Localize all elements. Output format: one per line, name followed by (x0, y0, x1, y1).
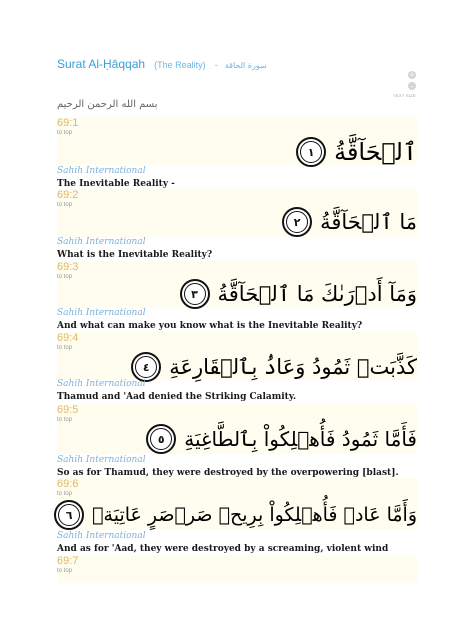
arabic-verse (131, 352, 417, 382)
increase-text-size-button[interactable] (408, 71, 416, 79)
verse-translation: And as for 'Aad, they were destroyed by a screaming, violent wind (57, 544, 389, 554)
verse-reference: 69:1 (57, 117, 79, 129)
verse-number-medallion-icon: ٤ (131, 352, 161, 382)
verse-block (57, 189, 417, 237)
title-separator: - (214, 60, 218, 70)
to-top-link[interactable]: to top (57, 345, 73, 351)
decrease-text-size-button[interactable] (408, 82, 416, 90)
minus-icon: – (410, 82, 414, 90)
to-top-link[interactable]: to top (57, 202, 73, 208)
verse-number-medallion-icon: ٣ (180, 279, 210, 309)
verse-block (57, 555, 417, 583)
to-top-link[interactable]: to top (57, 417, 73, 423)
plus-icon: + (409, 71, 415, 79)
verse-reference: 69:7 (57, 555, 79, 567)
verse-block (57, 404, 417, 454)
verse-number-medallion-icon: ٦ (54, 500, 84, 530)
verse-reference: 69:6 (57, 478, 79, 490)
verse-number-medallion-icon: ٢ (282, 207, 312, 237)
translator-label: Sahih International (57, 531, 146, 541)
to-top-link[interactable]: to top (57, 130, 73, 136)
arabic-verse (146, 424, 417, 454)
surah-subtitle: (The Reality) (154, 60, 206, 70)
arabic-verse-text: وَمَآ أَدۡرَىٰكَ مَا ٱلۡحَآقَّةُ (217, 282, 417, 306)
arabic-verse (282, 207, 417, 237)
arabic-verse (180, 279, 418, 309)
arabic-verse-text: كَذَّبَتۡ ثَمُودُ وَعَادُۢ بِٱلۡقَارِعَةِ (169, 355, 417, 379)
text-size-label: TEXT SIZE (393, 93, 416, 98)
verse-reference: 69:5 (57, 404, 79, 416)
verse-block (57, 478, 417, 530)
translator-label: Sahih International (57, 166, 146, 176)
verse-translation: And what can make you know what is the Inevitable Reality? (57, 321, 363, 331)
translator-label: Sahih International (57, 237, 146, 247)
verse-reference: 69:3 (57, 261, 79, 273)
verse-translation: So as for Thamud, they were destroyed by the overpowering [blast]. (57, 468, 399, 478)
to-top-link[interactable]: to top (57, 491, 73, 497)
translator-label: Sahih International (57, 455, 146, 465)
verse-block (57, 261, 417, 308)
surah-title: Surat Al-Ḥāqqah (57, 57, 146, 71)
verse-translation: What is the Inevitable Reality? (57, 250, 213, 260)
verse-block (57, 117, 417, 165)
verse-block (57, 332, 417, 380)
arabic-verse-text: مَا ٱلۡحَآقَّةُ (320, 210, 417, 234)
verse-number-medallion-icon: ٥ (146, 424, 176, 454)
to-top-link[interactable]: to top (57, 568, 73, 574)
to-top-link[interactable]: to top (57, 274, 73, 280)
arabic-verse (296, 137, 417, 167)
verse-reference: 69:2 (57, 189, 79, 201)
verse-number-medallion-icon: ١ (296, 137, 326, 167)
translator-label: Sahih International (57, 308, 146, 318)
basmala: بسم الله الرحمن الرحيم (57, 99, 158, 110)
surah-header (57, 53, 267, 72)
arabic-verse (54, 500, 417, 530)
arabic-verse-text: ٱلۡحَآقَّةُ (334, 138, 417, 166)
arabic-verse-text: فَأَمَّا ثَمُودُ فَأُهۡلِكُواْ بِٱلطَّاغِيَةِ (184, 427, 417, 451)
verse-reference: 69:4 (57, 332, 79, 344)
verse-translation: Thamud and 'Aad denied the Striking Calamity. (57, 392, 297, 402)
verse-translation: The Inevitable Reality - (57, 179, 175, 189)
arabic-verse-text: وَأَمَّا عَادٞ فَأُهۡلِكُواْ بِرِيحٖ صَرۡصَرٍ عَاتِيَةٖ (92, 504, 417, 526)
translator-label: Sahih International (57, 379, 146, 389)
surah-arabic-title: سورة الحاقة (224, 61, 267, 70)
